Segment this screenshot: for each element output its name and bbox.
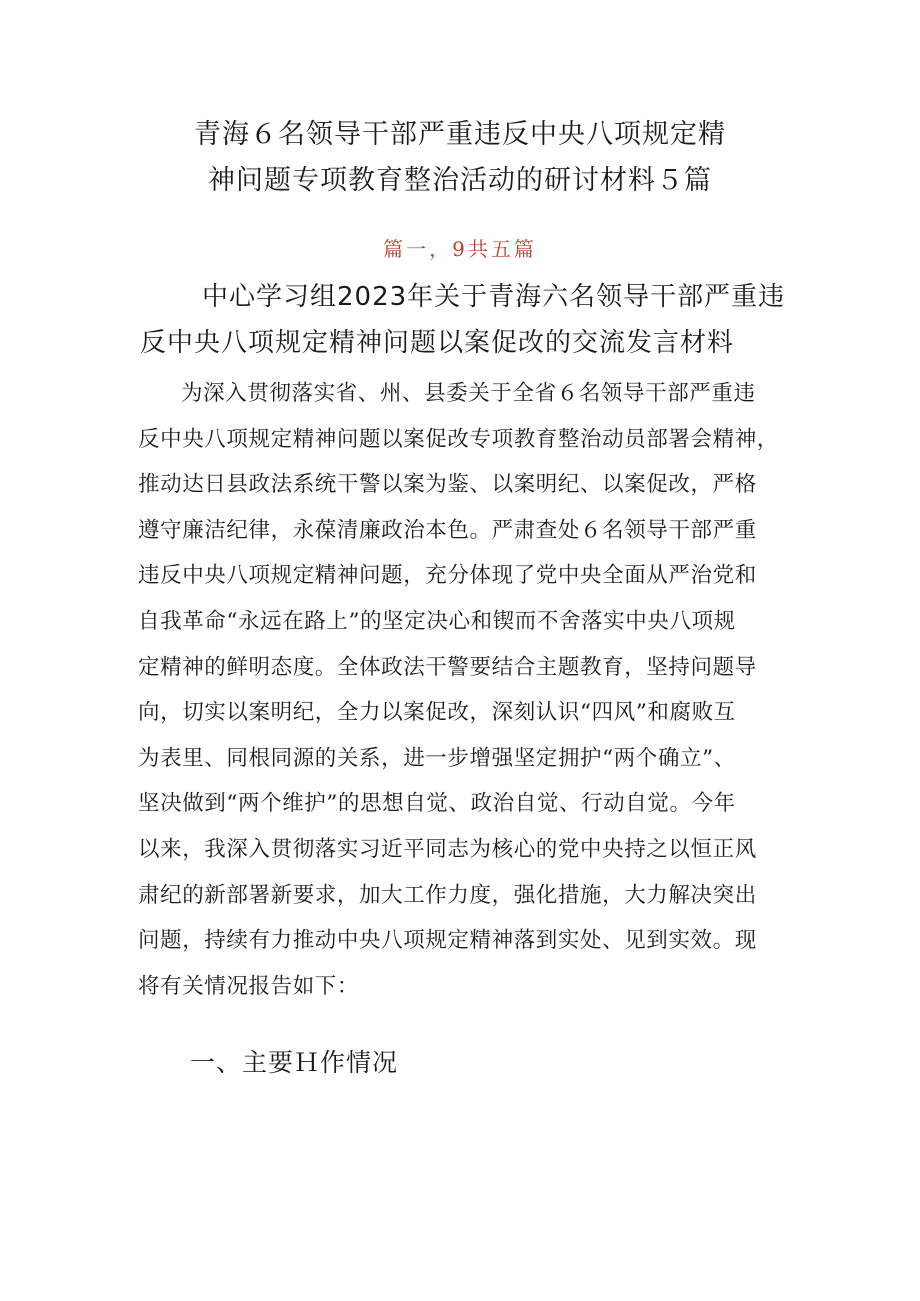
body-line-5: 违反中央八项规定精神问题，充分体现了党中央全面从严治党和 [138,563,757,589]
body-line-6: 自我革命“永远在路上”的坚定决心和锲而不舍落实中央八项规 [138,608,736,634]
body-line-8: 向，切实以案明纪，全力以案促改，深刻认识“四风”和腐败互 [138,700,736,726]
body-line-7: 定精神的鲜明态度。全体政法干警要结合主题教育，坚持问题导 [138,654,757,680]
section-label: 篇一，9共五篇 [383,237,537,261]
title-line-1: 青海６名领导干部严重违反中央八项规定精 [194,119,726,150]
subtitle-line-2: 反中央八项规定精神问题以案促改的交流发言材料 [140,328,735,358]
section-heading: 一、主要Ｈ作情况 [190,1048,399,1077]
body-line-2: 反中央八项规定精神问题以案促改专项教育整治动员部署会精神， [138,426,779,452]
subtitle-line-1: 中心学习组2023年关于青海六名领导干部严重违 [202,282,786,312]
body-line-3: 推动达日县政法系统干警以案为鉴、以案明纪、以案促改，严格 [138,472,757,498]
body-line-13: 问题，持续有力推动中央八项规定精神落到实处、见到实效。现 [138,928,757,954]
title-line-2: 神问题专项教育整治活动的研讨材料５篇 [208,165,712,196]
document-title [0,112,920,204]
body-line-1: 为深入贯彻落实省、州、县委关于全省６名领导干部严重违 [181,381,756,406]
body-line-4: 遵守廉洁纪律，永葆清廉政治本色。严肃查处６名领导干部严重 [138,517,757,543]
article-subtitle [140,274,800,366]
body-line-14: 将有关情况报告如下： [138,973,360,999]
body-line-12: 肃纪的新部署新要求，加大工作力度，强化措施，大力解决突出 [138,882,757,908]
body-paragraph [138,371,798,1009]
body-line-9: 为表里、同根同源的关系，进一步增强坚定拥护“两个确立”、 [138,745,736,771]
body-line-11: 以来，我深入贯彻落实习近平同志为核心的党中央持之以恒正风 [138,836,757,862]
body-line-10: 坚决做到“两个维护”的思想自觉、政治自觉、行动自觉。今年 [138,791,736,817]
